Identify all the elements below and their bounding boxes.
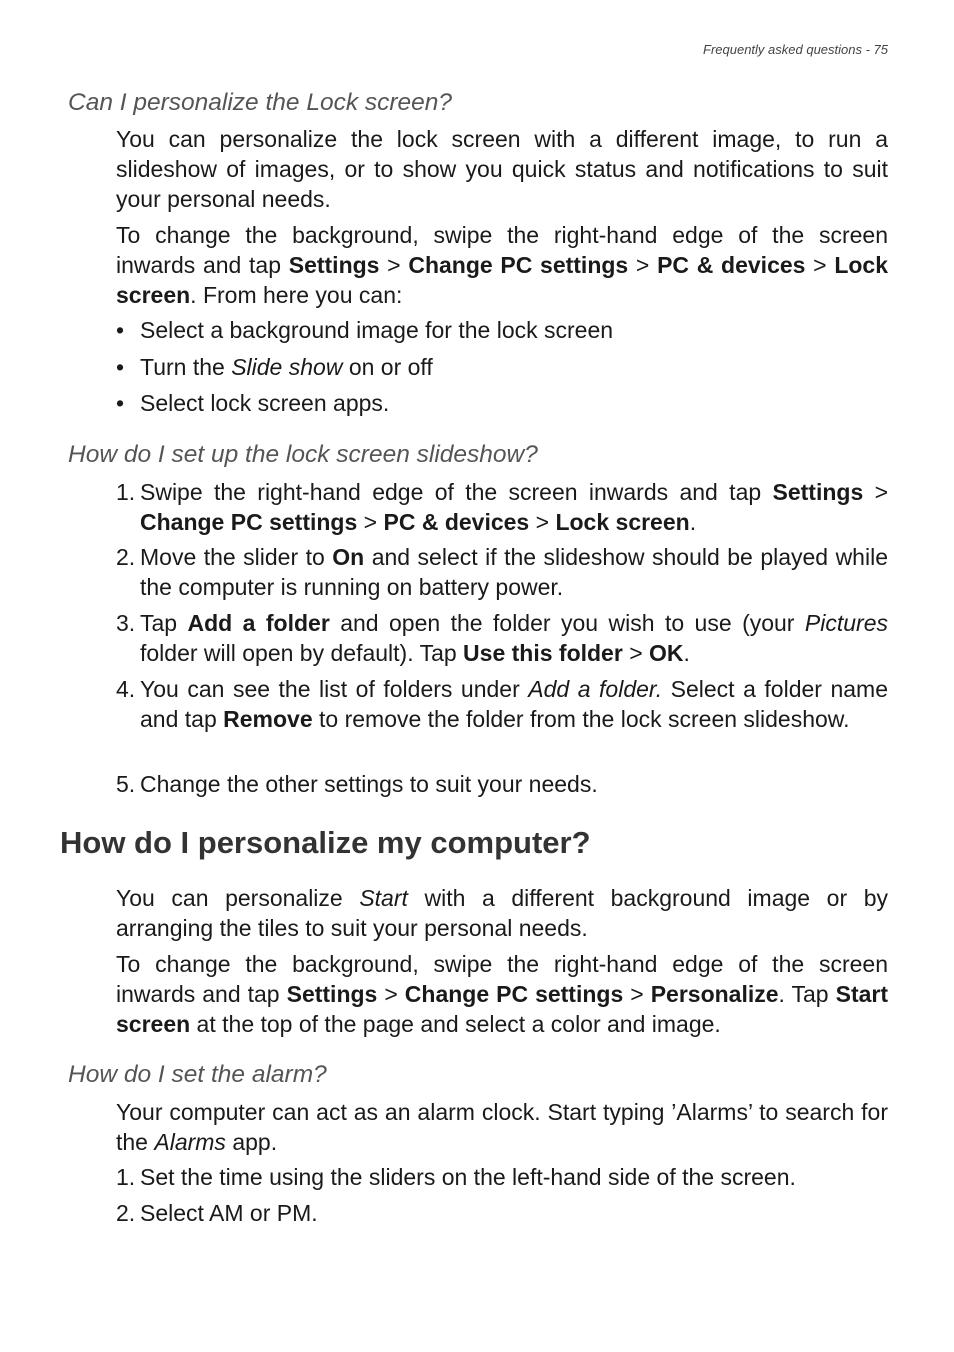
ui-term-settings: Settings	[772, 479, 864, 505]
text-run: on or off	[342, 354, 433, 380]
personalize-instructions	[116, 950, 888, 1039]
ui-term-start: Start	[359, 885, 408, 911]
path-separator: >	[379, 251, 409, 278]
ui-term-personalize: Personalize	[650, 980, 779, 1007]
path-separator: >	[805, 251, 835, 278]
text-run: with a different background image or by arranging the tiles to suit your personal needs.	[116, 885, 889, 941]
numbered-step	[116, 478, 888, 538]
numbered-step	[116, 543, 888, 603]
lock-screen-paragraph-2	[116, 221, 888, 310]
text-run: Your computer can act as an alarm clock. Start typing ’Alarms’ to search for the	[116, 1099, 888, 1155]
step-text	[140, 543, 888, 603]
step-number: 3.	[116, 610, 136, 636]
ui-term-add-a-folder: Add a folder.	[528, 676, 663, 702]
text-run: Select a folder name and tap	[140, 676, 888, 732]
numbered-step	[116, 609, 888, 669]
path-separator: >	[628, 251, 658, 278]
bullet-item	[116, 316, 888, 346]
text-run: Turn the	[140, 354, 232, 380]
numbered-step	[116, 675, 888, 735]
text-run: . Tap	[778, 980, 836, 1007]
step-number: 1.	[116, 1164, 136, 1190]
personalize-heading: How do I personalize my computer?	[60, 825, 591, 860]
running-header: Frequently asked questions - 75	[703, 42, 888, 57]
personalize-intro	[116, 884, 888, 944]
ui-term-change-pc-settings: Change PC settings	[408, 251, 629, 278]
bullet-marker: •	[116, 390, 125, 416]
text-run: to remove the folder from the lock screen slideshow.	[312, 705, 850, 732]
path-separator: >	[623, 980, 651, 1007]
step-number: 1.	[116, 479, 136, 505]
bullet-marker: •	[116, 354, 125, 380]
text-run: app.	[225, 1128, 278, 1155]
ui-term-remove: Remove	[223, 705, 313, 732]
lock-screen-paragraph-1: You can personalize the lock screen with a different image, to run a slideshow of images, or to show you quick status and notifications to suit your personal needs.	[116, 126, 888, 212]
step-text: Change the other settings to suit your needs.	[140, 771, 598, 797]
ui-term-pc-devices: PC & devices	[657, 251, 806, 278]
slideshow-heading: How do I set up the lock screen slideshow?	[68, 441, 538, 468]
path-separator: >	[622, 639, 650, 666]
ui-term-slide-show: Slide show	[231, 354, 343, 380]
step-number: 2.	[116, 544, 136, 570]
ui-term-pictures: Pictures	[804, 610, 888, 636]
step-text: Select AM or PM.	[140, 1200, 318, 1226]
text-run: Move the slider to	[140, 544, 333, 570]
numbered-step	[116, 1163, 888, 1193]
step-number: 4.	[116, 676, 136, 702]
ui-term-change-pc-settings: Change PC settings	[140, 508, 358, 535]
text-run: .	[689, 508, 697, 535]
alarm-intro	[116, 1098, 888, 1158]
ui-term-ok: OK	[649, 639, 684, 666]
lock-screen-intro	[116, 125, 888, 214]
alarm-heading: How do I set the alarm?	[68, 1061, 327, 1088]
ui-term-settings: Settings	[286, 980, 378, 1007]
text-run: You can personalize	[116, 885, 360, 911]
ui-term-change-pc-settings: Change PC settings	[404, 980, 624, 1007]
path-separator: >	[377, 980, 405, 1007]
step-number: 2.	[116, 1200, 136, 1226]
bullet-text: Select a background image for the lock screen	[140, 317, 614, 343]
lock-screen-instructions	[116, 221, 888, 310]
text-run: and open the folder you wish to use (your	[329, 610, 805, 636]
ui-term-lock-screen: Lock screen	[116, 251, 888, 308]
ui-term-start-screen: Start screen	[116, 980, 889, 1037]
text-run: To change the background, swipe the right-hand edge of the screen inwards and tap	[116, 951, 888, 1007]
bullet-marker: •	[116, 317, 125, 343]
ui-term-lock-screen: Lock screen	[555, 508, 690, 535]
personalize-paragraph-2	[116, 950, 888, 1039]
bullet-text	[140, 353, 888, 383]
numbered-step	[116, 1199, 888, 1229]
ui-term-on: On	[332, 544, 365, 570]
text-run: at the top of the page and select a color and image.	[190, 1010, 721, 1037]
bullet-item	[116, 389, 888, 419]
step-number: 5.	[116, 771, 136, 797]
numbered-step	[116, 770, 888, 800]
text-run: .	[683, 639, 690, 666]
bullet-text: Select lock screen apps.	[140, 390, 390, 416]
step-text: Set the time using the sliders on the left-hand side of the screen.	[140, 1164, 796, 1190]
text-run: . From here you can:	[190, 281, 403, 308]
alarm-paragraph-1	[116, 1098, 888, 1158]
text-run: Swipe the right-hand edge of the screen inwards and tap	[140, 479, 773, 505]
ui-term-pc-devices: PC & devices	[383, 508, 530, 535]
path-separator: >	[863, 479, 889, 505]
personalize-paragraph-1	[116, 884, 888, 944]
ui-term-use-this-folder: Use this folder	[463, 639, 623, 666]
text-run: Tap	[140, 610, 188, 636]
step-text	[140, 675, 888, 735]
ui-term-add-a-folder: Add a folder	[187, 610, 330, 636]
text-run: To change the background, swipe the right-hand edge of the screen inwards and tap	[116, 222, 888, 278]
path-separator: >	[357, 508, 384, 535]
step-text	[140, 609, 888, 669]
text-run: You can see the list of folders under	[140, 676, 529, 702]
text-run: folder will open by default). Tap	[140, 639, 464, 666]
ui-term-alarms: Alarms	[154, 1128, 226, 1155]
ui-term-settings: Settings	[288, 251, 380, 278]
path-separator: >	[529, 508, 556, 535]
bullet-item	[116, 353, 888, 383]
lock-screen-heading: Can I personalize the Lock screen?	[68, 89, 453, 116]
text-run: and select if the slideshow should be played while the computer is running on battery power.	[140, 544, 888, 600]
step-text	[140, 478, 888, 538]
